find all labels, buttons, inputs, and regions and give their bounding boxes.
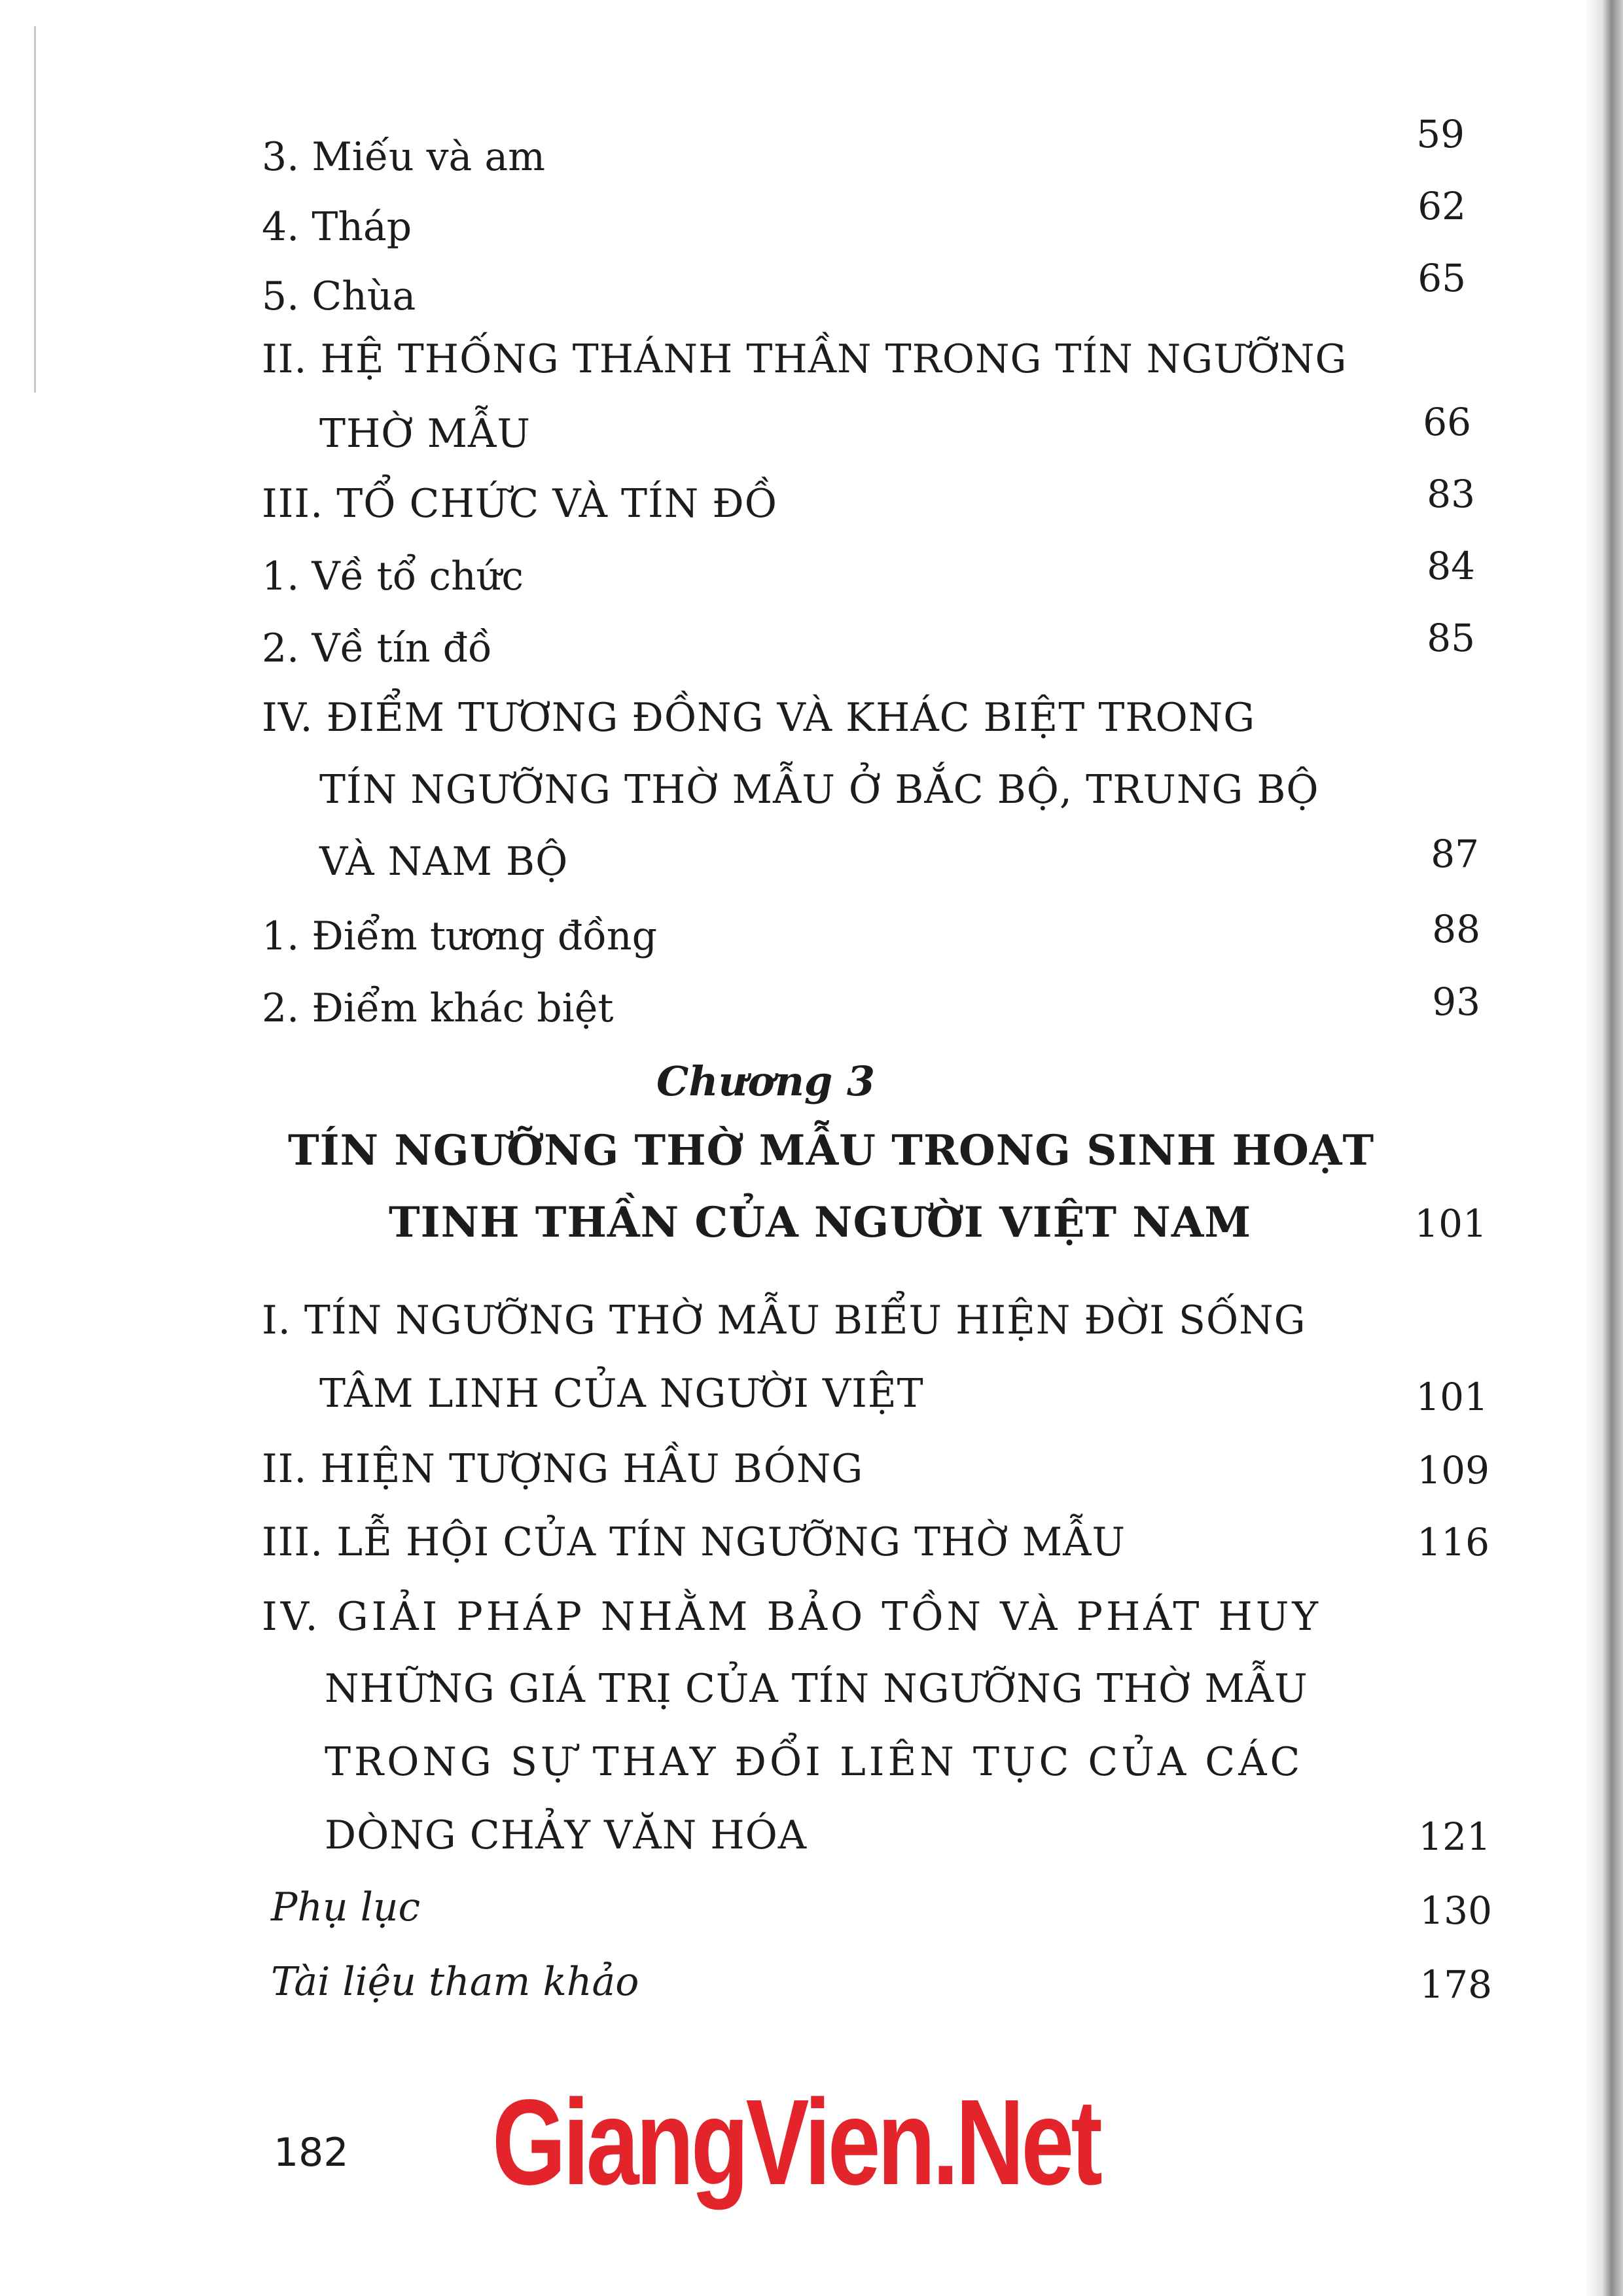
toc-entry-label-continued: THỜ MẪU — [319, 411, 531, 457]
toc-entry-label: III. TỔ CHỨC VÀ TÍN ĐỒ — [262, 481, 777, 527]
chapter-heading-line: TINH THẦN CỦA NGƯỜI VIỆT NAM — [389, 1198, 1252, 1247]
toc-entry-label: 2. Điểm khác biệt — [262, 985, 614, 1031]
toc-entry-page: 121 — [1418, 1814, 1491, 1859]
toc-entry-label: IV. ĐIỂM TƯƠNG ĐỒNG VÀ KHÁC BIỆT TRONG — [262, 695, 1256, 741]
toc-entry-label-continued: NHỮNG GIÁ TRỊ CỦA TÍN NGƯỠNG THỜ MẪU — [325, 1666, 1308, 1712]
toc-entry-label-continued: DÒNG CHẢY VĂN HÓA — [325, 1812, 808, 1858]
toc-entry-label: II. HIỆN TƯỢNG HẦU BÓNG — [262, 1446, 864, 1492]
toc-entry-label-continued: TRONG SỰ THAY ĐỔI LIÊN TỤC CỦA CÁC — [325, 1739, 1304, 1785]
toc-entry-page: 84 — [1427, 544, 1475, 588]
toc-entry-label: 3. Miếu và am — [262, 134, 545, 180]
toc-entry-label-continued: TÍN NGƯỠNG THỜ MẪU Ở BẮC BỘ, TRUNG BỘ — [319, 767, 1319, 813]
toc-entry-label: 2. Về tín đồ — [262, 626, 492, 671]
toc-entry-page: 83 — [1427, 472, 1475, 516]
toc-entry-label: Tài liệu tham khảo — [271, 1959, 639, 2005]
toc-entry-label-continued: TÂM LINH CỦA NGƯỜI VIỆT — [319, 1371, 924, 1417]
toc-entry-label: III. LỄ HỘI CỦA TÍN NGƯỠNG THỜ MẪU — [262, 1519, 1126, 1565]
toc-entry-label: 1. Điểm tương đồng — [262, 913, 657, 959]
toc-entry-page: 66 — [1423, 400, 1471, 444]
chapter-page: 101 — [1414, 1201, 1487, 1246]
watermark-logo: GiangVien.Net — [492, 2075, 1100, 2210]
toc-entry-page: 65 — [1418, 256, 1466, 300]
toc-entry-page: 93 — [1432, 980, 1480, 1024]
toc-entry-page: 87 — [1431, 832, 1479, 876]
toc-entry-label: I. TÍN NGƯỠNG THỜ MẪU BIỂU HIỆN ĐỜI SỐNG — [262, 1298, 1306, 1343]
toc-entry-page: 109 — [1417, 1448, 1489, 1492]
toc-entry-page: 116 — [1417, 1520, 1489, 1564]
toc-entry-page: 59 — [1416, 112, 1465, 156]
toc-entry-page: 178 — [1419, 1962, 1492, 2007]
toc-entry-page: 101 — [1416, 1375, 1488, 1419]
toc-entry-page: 88 — [1432, 907, 1480, 951]
toc-entry-page: 62 — [1418, 184, 1466, 228]
toc-entry-page: 130 — [1419, 1888, 1492, 1933]
toc-entry-label-continued: VÀ NAM BỘ — [319, 839, 569, 885]
page-number: 182 — [274, 2130, 349, 2176]
toc-entry-page: 85 — [1427, 616, 1475, 660]
toc-entry-label: 1. Về tổ chức — [262, 554, 524, 599]
toc-entry-label: Phụ lục — [271, 1884, 421, 1930]
toc-entry-label: 5. Chùa — [262, 274, 416, 319]
toc-entry-label: II. HỆ THỐNG THÁNH THẦN TRONG TÍN NGƯỠNG — [262, 336, 1347, 382]
chapter-heading-line: TÍN NGƯỠNG THỜ MẪU TRONG SINH HOẠT — [288, 1126, 1375, 1175]
toc-entry-label: 4. Tháp — [262, 204, 412, 250]
chapter-title: Chương 3 — [656, 1057, 875, 1105]
toc-entry-label: IV. GIẢI PHÁP NHẰM BẢO TỒN VÀ PHÁT HUY — [262, 1594, 1322, 1640]
